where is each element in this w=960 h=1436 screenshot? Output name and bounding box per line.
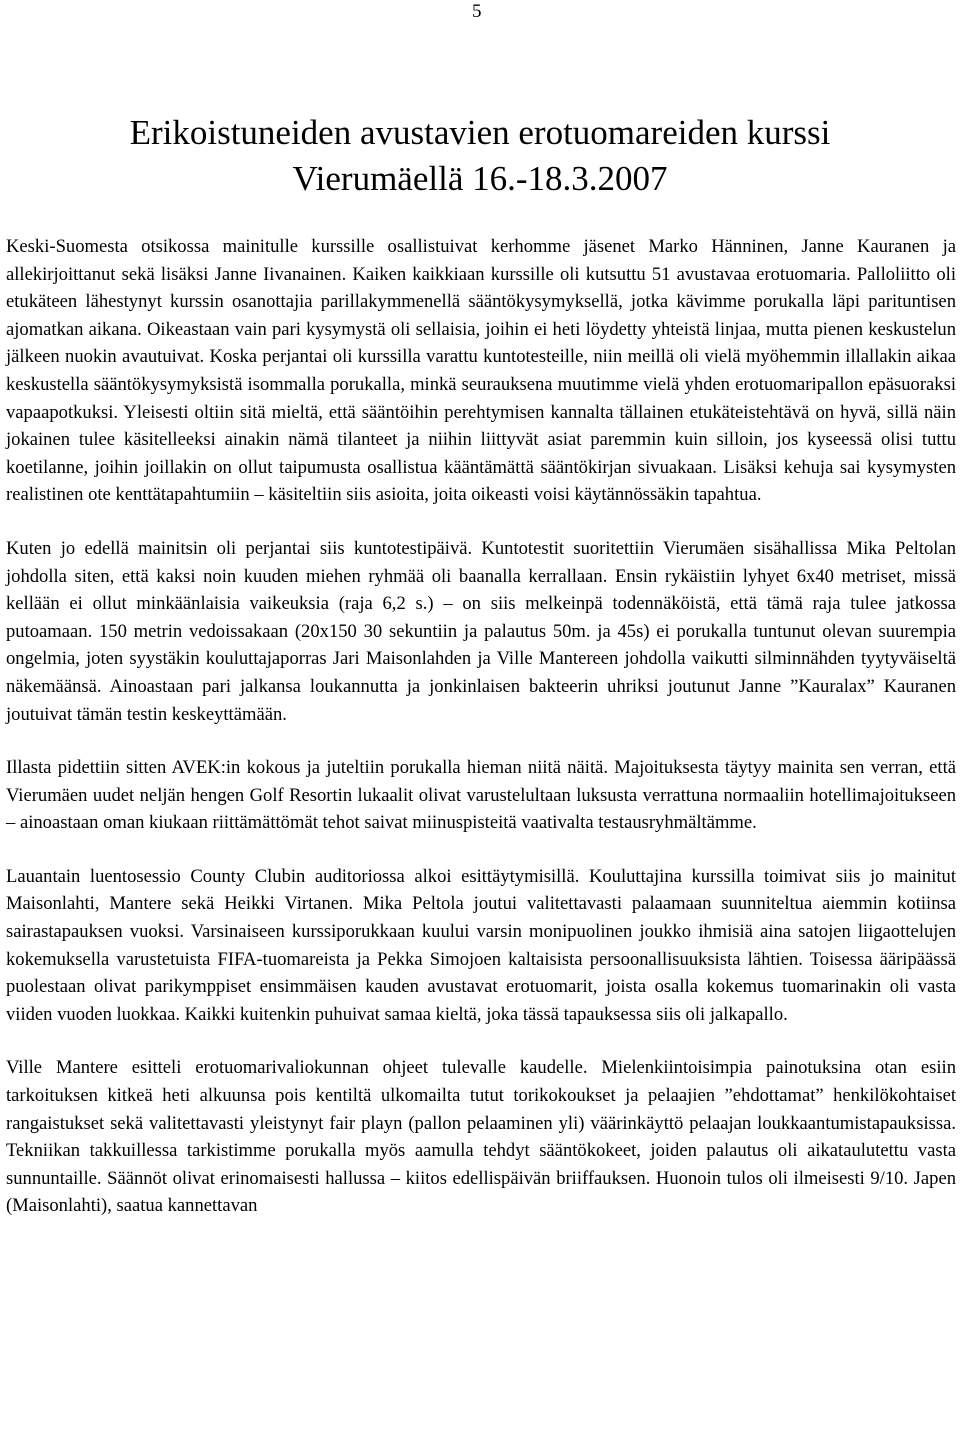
title-line-1: Erikoistuneiden avustavien erotuomareiden kurssi xyxy=(129,113,831,152)
paragraph-5: Ville Mantere esitteli erotuomarivaliokunnan ohjeet tulevalle kaudelle. Mielenkiintoisimpia painotuksina otan esiin tarkoituksen kitkeä heti alkuunsa pois kentiltä ulkomailta tutut torikokoukset ja pelaajien ”ehdottamat” henkilökohtaiset rangaistukset sekä valitettavasti yleistynyt fair playn (pallon pelaaminen yli) väärinkäyttö pelaajan loukkaantumistapauksissa. Tekniikan takkuillessa tarkistimme porukalla myös aamulla tehdyt sääntökokeet, joiden palautus oli aikataulutettu vasta sunnuntaille. Säännöt olivat erinomaisesti hallussa – kiitos edellispäivän briiffauksen. Huonoin tulos oli ilmeisesti 9/10. Japen (Maisonlahti), saatua kannettavan xyxy=(6,1057,956,1217)
paragraph-2: Kuten jo edellä mainitsin oli perjantai siis kuntotestipäivä. Kuntotestit suoritettiin Vierumäen sisähallissa Mika Peltolan johdolla siten, että kaksi noin kuuden miehen ryhmää oli baanalla kerrallaan. Ensin rykäistiin lyhyet 6x40 metriset, missä kellään ei ollut minkäänlaisia vaikeuksia (raja 6,2 s.) – on siis melkeinpä todennäköistä, että tämä raja tulee jatkossa putoamaan. 150 metrin vedoissakaan (20x150 30 sekuntiin ja palautus 50m. ja 45s) ei porukalla tuntunut olevan suurempia ongelmia, joten syystäkin kouluttajaporras Jari Maisonlahden ja Ville Mantereen johdolla vaikutti silminnähden tyytyväiseltä näkemäänsä. Ainoastaan pari jalkansa loukannutta ja jonkinlaisen bakteerin uhriksi joutunut Janne ”Kauralax” Kauranen joutuivat tämän testin keskeyttämään. xyxy=(6,537,956,725)
body-text xyxy=(6,233,956,1246)
title-line-2: Vierumäellä 16.-18.3.2007 xyxy=(292,159,668,198)
page-number: 5 xyxy=(472,1,482,22)
paragraph-3: Illasta pidettiin sitten AVEK:in kokous ja juteltiin porukalla hieman niitä näitä. Majoituksesta täytyy mainita sen verran, että Vierumäen uudet neljän hengen Golf Resortin lukaalit olivat varustelultaan luksusta verrattuna normaaliin hotellimajoitukseen – ainoastaan oman kiukaan riittämättömät tehot saivat miinuspisteitä vaativalta testausryhmältämme. xyxy=(6,757,956,834)
paragraph-1: Keski-Suomesta otsikossa mainitulle kurssille osallistuivat kerhomme jäsenet Marko Hänninen, Janne Kauranen ja allekirjoittanut sekä lisäksi Janne Iivanainen. Kaiken kaikkiaan kurssille oli kutsuttu 51 avustavaa erotuomaria. Palloliitto oli etukäteen lähestynyt kurssin osanottajia parillakymmenellä sääntökysymyksellä, jotka kävimme porukalla läpi parituntisen ajomatkan aikana. Oikeastaan vain pari kysymystä oli sellaisia, joihin ei heti löydetty yhteistä linjaa, mutta pienen keskustelun jälkeen nuokin avautuivat. Koska perjantai oli kurssilla varattu kuntotesteille, niin meillä oli vielä myöhemmin illallakin aikaa keskustella sääntökysymyksistä isommalla porukalla, minkä seurauksena muutimme vielä yhden erotuomaripallon epäsuoraksi vapaapotkuksi. Yleisesti oltiin sitä mieltä, että sääntöihin perehtymisen kannalta tällainen etukäteistehtävä on hyvä, sillä näin jokainen tulee käsitelleeksi ainakin nämä tilanteet ja niihin liittyvät asiat paremmin kuin silloin, jos kyseessä olisi tuttu koetilanne, joihin joillakin on ollut taipumusta osallistua kääntämättä sääntökirjan sivuakaan. Lisäksi kehuja sai kysymysten realistinen ote kenttätapahtumiin – käsiteltiin siis asioita, joita oikeasti voisi käytännössäkin tapahtua. xyxy=(6,236,956,506)
page-title xyxy=(0,110,960,202)
paragraph-4: Lauantain luentosessio County Clubin auditoriossa alkoi esittäytymisillä. Kouluttajina kurssilla toimivat siis jo mainitut Maisonlahti, Mantere sekä Heikki Virtanen. Mika Peltola joutui valitettavasti palaamaan suunniteltua aiemmin kotiinsa sairastapauksen vuoksi. Varsinaiseen kurssiporukkaan kuului varsin monipuolinen joukko ihmisiä aina satojen liigaottelujen kokemuksella varustetuista FIFA-tuomareista ja Pekka Simojoen kaltaisista persoonallisuuksista lähtien. Toisessa ääripäässä puolestaan olivat parikymppiset ensimmäisen kauden avustavat erotuomarit, joista osalla kokemus tuomarinakin oli vasta viiden vuoden luokkaa. Kaikki kuitenkin puhuivat samaa kieltä, joka tässä tapauksessa siis oli jalkapallo. xyxy=(6,865,956,1025)
